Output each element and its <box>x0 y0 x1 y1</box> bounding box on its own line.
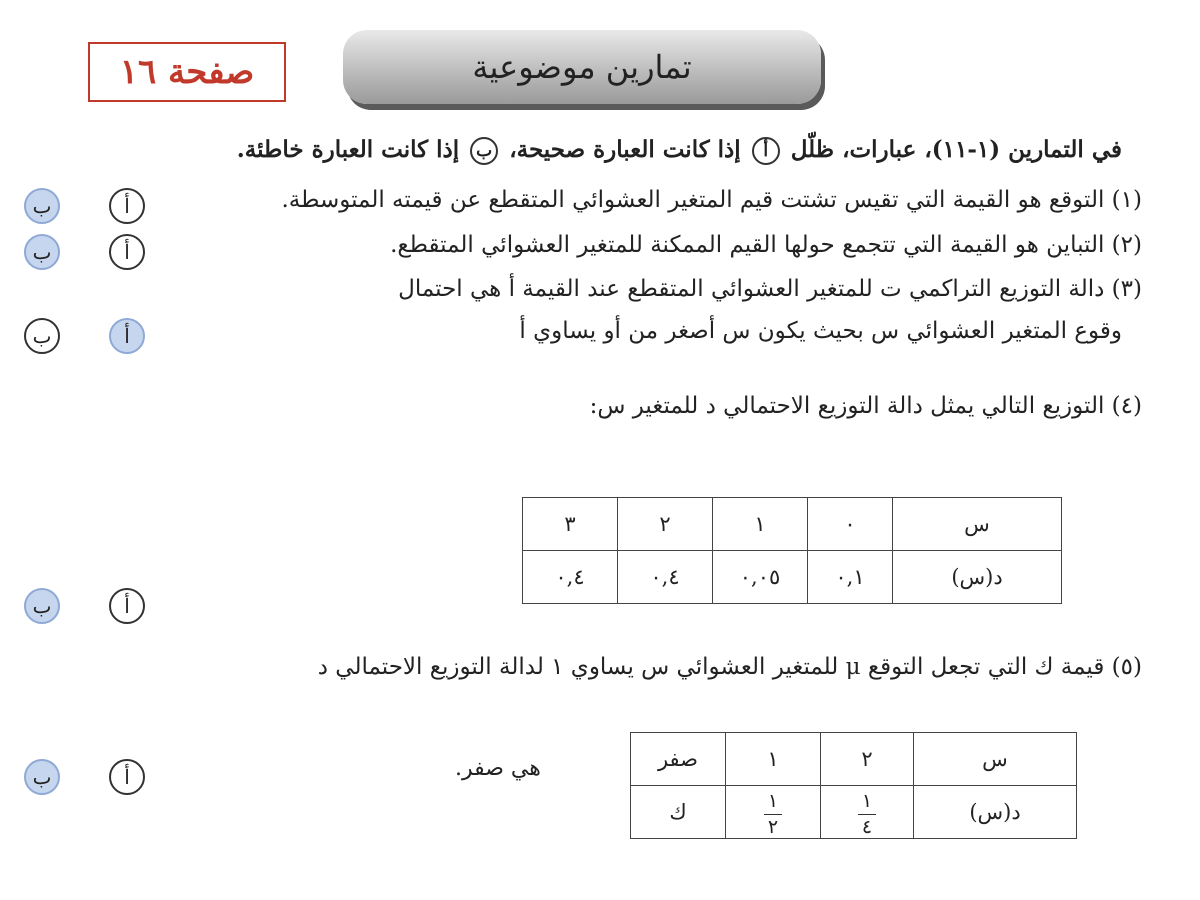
fraction-one-half <box>764 789 782 838</box>
instructions <box>237 136 1122 165</box>
fraction-numerator: ١ <box>767 789 779 812</box>
table-cell: ٣ <box>523 498 618 551</box>
table-cell: ١ <box>713 498 808 551</box>
table-cell: ١ <box>726 733 821 786</box>
question-2-choice-b[interactable]: ب <box>24 234 60 270</box>
table-header-x: س <box>893 498 1062 551</box>
table-row <box>523 551 1062 604</box>
table-header-px: د(س) <box>893 551 1062 604</box>
table-cell: ٠,٤ <box>618 551 713 604</box>
question-3-choice-a[interactable]: أ <box>109 318 145 354</box>
fraction-bar <box>858 814 876 815</box>
table-row <box>523 498 1062 551</box>
table-header-x: س <box>914 733 1077 786</box>
instructions-circle-b: ب <box>470 137 498 165</box>
instructions-part2: إذا كانت العبارة صحيحة، <box>509 136 741 163</box>
question-1-text: (١) التوقع هو القيمة التي تقيس تشتت قيم المتغير العشوائي المتقطع عن قيمته المتوسطة. <box>281 187 1142 213</box>
question-3-line2: وقوع المتغير العشوائي س بحيث يكون س أصغر من أو يساوي أ <box>519 318 1122 344</box>
question-3-line1: (٣) دالة التوزيع التراكمي ت للمتغير العشوائي المتقطع عند القيمة أ هي احتمال <box>398 276 1142 302</box>
question-4-text: (٤) التوزيع التالي يمثل دالة التوزيع الاحتمالي د للمتغير س: <box>589 393 1142 419</box>
fraction-numerator: ١ <box>861 789 873 812</box>
question-2-choice-a[interactable]: أ <box>109 234 145 270</box>
table-cell: ٠ <box>808 498 893 551</box>
section-title-banner: تمارين موضوعية <box>343 30 821 104</box>
question-2-text: (٢) التباين هو القيمة التي تتجمع حولها القيم الممكنة للمتغير العشوائي المتقطع. <box>390 232 1142 258</box>
question-1-choice-a[interactable]: أ <box>109 188 145 224</box>
table-cell: ٠,١ <box>808 551 893 604</box>
question-5-text: (٥) قيمة ك التي تجعل التوقع μ للمتغير العشوائي س يساوي ١ لدالة التوزيع الاحتمالي د <box>317 654 1142 680</box>
question-3-choice-b[interactable]: ب <box>24 318 60 354</box>
page-number-label: صفحة ١٦ <box>88 42 286 102</box>
table-cell: ك <box>631 786 726 839</box>
table-cell: ٠,٠٥ <box>713 551 808 604</box>
fraction-denominator: ٢ <box>767 815 779 838</box>
table-cell-fraction <box>726 786 821 839</box>
table-cell: صفر <box>631 733 726 786</box>
table-row <box>631 733 1077 786</box>
question-5-choice-b[interactable]: ب <box>24 759 60 795</box>
instructions-part1: في التمارين (١-١١)، عبارات، ظلّل <box>790 136 1122 163</box>
table-row <box>631 786 1077 839</box>
table-cell: ٢ <box>618 498 713 551</box>
fraction-bar <box>764 814 782 815</box>
question-5-suffix: هي صفر. <box>455 756 541 781</box>
instructions-part3: إذا كانت العبارة خاطئة. <box>236 136 460 163</box>
table-header-px: د(س) <box>914 786 1077 839</box>
instructions-circle-a: أ <box>752 137 780 165</box>
table-cell: ٢ <box>821 733 914 786</box>
table-cell-fraction <box>821 786 914 839</box>
fraction-one-quarter <box>858 789 876 838</box>
fraction-denominator: ٤ <box>861 815 873 838</box>
question-4-choice-b[interactable]: ب <box>24 588 60 624</box>
question-1-choice-b[interactable]: ب <box>24 188 60 224</box>
question-5-choice-a[interactable]: أ <box>109 759 145 795</box>
question-4-choice-a[interactable]: أ <box>109 588 145 624</box>
table-cell: ٠,٤ <box>523 551 618 604</box>
question-5-distribution-table <box>630 732 1077 839</box>
question-4-distribution-table <box>522 497 1062 604</box>
